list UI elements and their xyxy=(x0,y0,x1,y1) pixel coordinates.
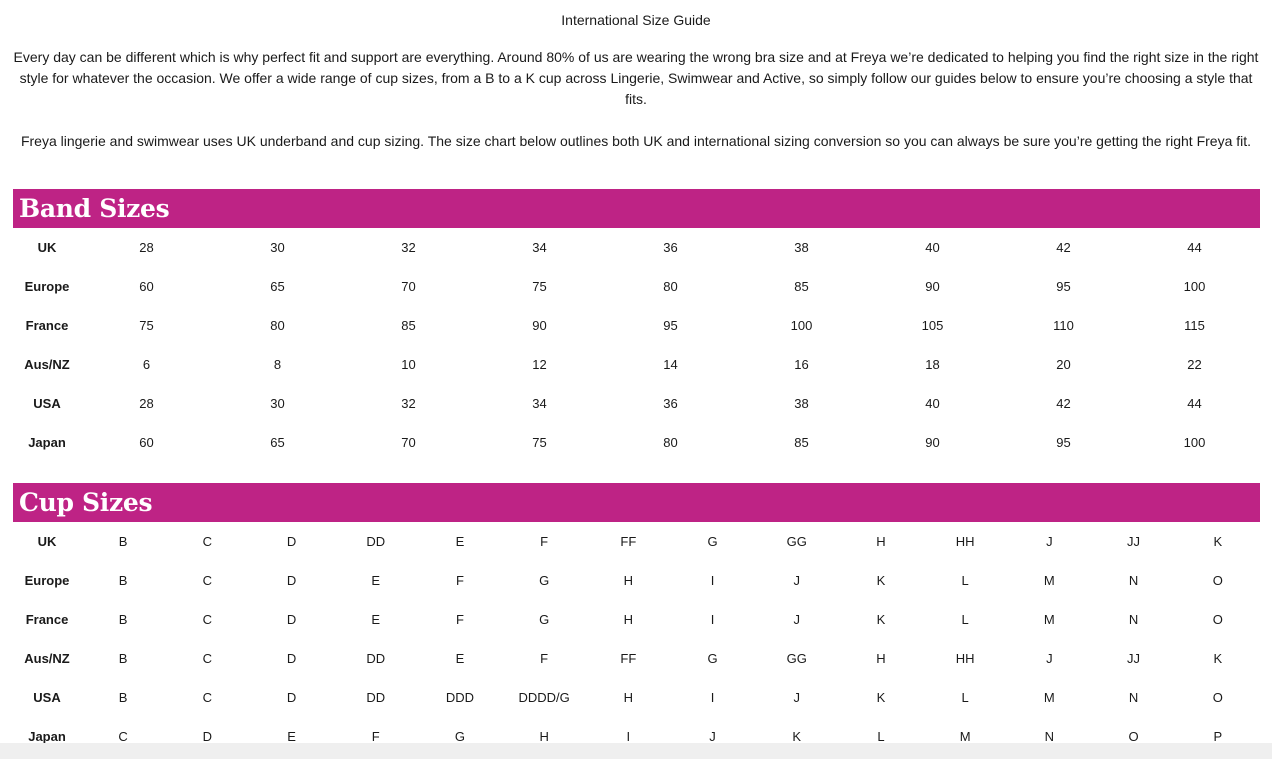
size-cell: D xyxy=(286,689,297,705)
size-cell: D xyxy=(202,728,213,743)
size-cell: 18 xyxy=(925,356,940,372)
size-cell: 28 xyxy=(139,239,154,255)
size-cell: 44 xyxy=(1187,395,1202,411)
size-cell: N xyxy=(1128,572,1139,588)
size-cell: F xyxy=(540,650,549,666)
size-cell: 105 xyxy=(921,317,944,333)
size-cell: L xyxy=(961,611,969,627)
size-cell: C xyxy=(202,572,213,588)
size-cell: E xyxy=(455,650,465,666)
size-cell: L xyxy=(961,572,969,588)
size-cell: K xyxy=(876,572,886,588)
size-cell: M xyxy=(1043,572,1055,588)
size-cell: 16 xyxy=(794,356,809,372)
size-cell: E xyxy=(371,611,381,627)
size-cell: 75 xyxy=(532,278,547,294)
size-cell: DD xyxy=(366,689,386,705)
band-sizes-heading: Band Sizes xyxy=(13,189,1260,228)
size-cell: H xyxy=(623,572,634,588)
size-cell: K xyxy=(1213,650,1223,666)
size-cell: 75 xyxy=(139,317,154,333)
size-cell: 28 xyxy=(139,395,154,411)
size-cell: 36 xyxy=(663,395,678,411)
size-cell: H xyxy=(539,728,549,743)
cup-sizes-table xyxy=(13,522,1260,743)
size-cell: G xyxy=(539,572,550,588)
size-cell: F xyxy=(455,572,464,588)
size-cell: G xyxy=(454,728,465,743)
size-cell: E xyxy=(371,572,381,588)
size-cell: FF xyxy=(620,650,637,666)
page-title: International Size Guide xyxy=(561,12,711,28)
size-cell: D xyxy=(286,533,297,549)
size-cell: 12 xyxy=(532,356,547,372)
size-cell: 80 xyxy=(270,317,285,333)
size-cell: F xyxy=(455,611,464,627)
size-cell: I xyxy=(710,572,715,588)
row-label: USA xyxy=(33,395,61,411)
size-cell: 65 xyxy=(270,434,285,450)
size-cell: DD xyxy=(366,533,386,549)
size-cell: FF xyxy=(620,533,637,549)
size-cell: D xyxy=(286,572,297,588)
table-row xyxy=(13,717,1260,743)
size-cell: N xyxy=(1128,611,1139,627)
table-row xyxy=(13,267,1260,306)
size-cell: B xyxy=(118,611,128,627)
size-cell: L xyxy=(961,689,969,705)
table-row xyxy=(13,306,1260,345)
size-cell: 40 xyxy=(925,239,940,255)
size-cell: 30 xyxy=(270,395,285,411)
size-cell: B xyxy=(118,689,128,705)
size-cell: HH xyxy=(955,533,975,549)
size-cell: C xyxy=(202,689,213,705)
size-cell: 30 xyxy=(270,239,285,255)
table-row xyxy=(13,600,1260,639)
size-cell: 34 xyxy=(532,239,547,255)
size-cell: K xyxy=(876,689,886,705)
size-cell: O xyxy=(1212,689,1223,705)
size-cell: 32 xyxy=(401,395,416,411)
size-cell: J xyxy=(793,689,800,705)
row-label: Japan xyxy=(28,434,66,450)
size-cell: 65 xyxy=(270,278,285,294)
size-cell: DDD xyxy=(445,689,475,705)
table-row xyxy=(13,639,1260,678)
size-cell: K xyxy=(876,611,886,627)
size-cell: M xyxy=(1043,689,1055,705)
row-label: UK xyxy=(37,239,57,255)
size-cell: B xyxy=(118,572,128,588)
intro-paragraph-1: Every day can be different which is why perfect fit and support are everything. Around 80% of us are wearing the wrong bra size and at Freya we’re dedicated to helping you find the right size in the right style for whatever the occasion. We offer a wide range of cup sizes, from a B to a K cup across Lingerie, Swimwear and Active, so simply follow our guides below to ensure you’re choosing a style that fits. xyxy=(13,49,1259,107)
size-cell: 115 xyxy=(1184,317,1205,333)
size-cell: J xyxy=(793,611,800,627)
row-label: Europe xyxy=(24,572,70,588)
intro-paragraph-2: Freya lingerie and swimwear uses UK underband and cup sizing. The size chart below outlines both UK and international sizing conversion so you can always be sure you’re getting the right Freya fit. xyxy=(20,133,1252,149)
size-cell: I xyxy=(710,611,715,627)
size-cell: 110 xyxy=(1053,317,1074,333)
size-cell: I xyxy=(626,728,631,743)
size-cell: 85 xyxy=(794,434,809,450)
size-cell: DDDD/G xyxy=(518,689,570,705)
row-label: USA xyxy=(33,689,61,705)
row-label: Aus/NZ xyxy=(24,650,70,666)
size-cell: N xyxy=(1128,689,1139,705)
size-cell: 14 xyxy=(663,356,678,372)
row-label: Aus/NZ xyxy=(24,356,70,372)
cup-sizes-heading: Cup Sizes xyxy=(13,483,1260,522)
size-cell: C xyxy=(202,611,213,627)
size-cell: E xyxy=(455,533,465,549)
size-cell: L xyxy=(877,728,885,743)
size-cell: 90 xyxy=(925,278,940,294)
size-cell: DD xyxy=(366,650,386,666)
size-cell: D xyxy=(286,611,297,627)
size-cell: O xyxy=(1128,728,1139,743)
size-cell: JJ xyxy=(1127,650,1141,666)
size-cell: B xyxy=(118,533,128,549)
size-cell: 20 xyxy=(1056,356,1071,372)
size-cell: 60 xyxy=(139,434,154,450)
size-cell: J xyxy=(1046,650,1053,666)
size-cell: 85 xyxy=(401,317,416,333)
size-cell: K xyxy=(792,728,802,743)
size-cell: G xyxy=(707,650,718,666)
size-cell: HH xyxy=(955,650,975,666)
page-bottom-bar xyxy=(0,743,1272,759)
table-row xyxy=(13,561,1260,600)
size-cell: GG xyxy=(786,650,807,666)
size-cell: 95 xyxy=(1056,434,1071,450)
row-label: UK xyxy=(37,533,57,549)
size-cell: H xyxy=(623,689,634,705)
size-cell: C xyxy=(118,728,128,743)
size-cell: 8 xyxy=(273,356,282,372)
row-label: France xyxy=(25,611,69,627)
table-row xyxy=(13,228,1260,267)
size-cell: H xyxy=(623,611,634,627)
size-cell: 38 xyxy=(794,395,809,411)
size-cell: D xyxy=(286,650,297,666)
size-cell: 90 xyxy=(925,434,940,450)
size-cell: H xyxy=(876,650,886,666)
size-cell: 42 xyxy=(1056,395,1071,411)
row-label: France xyxy=(25,317,69,333)
size-cell: B xyxy=(118,650,128,666)
size-cell: 70 xyxy=(401,434,416,450)
size-cell: 90 xyxy=(532,317,547,333)
size-cell: 38 xyxy=(794,239,809,255)
size-cell: 80 xyxy=(663,278,678,294)
size-cell: G xyxy=(539,611,550,627)
size-cell: 36 xyxy=(663,239,678,255)
size-cell: J xyxy=(709,728,716,743)
size-cell: J xyxy=(793,572,800,588)
size-cell: I xyxy=(710,689,715,705)
size-cell: 80 xyxy=(663,434,678,450)
size-cell: J xyxy=(1046,533,1053,549)
size-cell: 100 xyxy=(1183,278,1206,294)
table-row xyxy=(13,423,1260,462)
size-cell: 42 xyxy=(1056,239,1071,255)
size-cell: C xyxy=(202,533,213,549)
size-cell: 100 xyxy=(790,317,813,333)
size-cell: 22 xyxy=(1187,356,1202,372)
size-cell: GG xyxy=(786,533,807,549)
size-cell: 75 xyxy=(532,434,547,450)
size-cell: N xyxy=(1044,728,1055,743)
size-cell: G xyxy=(707,533,718,549)
table-row xyxy=(13,384,1260,423)
size-cell: M xyxy=(959,728,971,743)
size-cell: O xyxy=(1212,611,1223,627)
size-cell: M xyxy=(1043,611,1055,627)
row-label: Europe xyxy=(24,278,70,294)
size-cell: O xyxy=(1212,572,1223,588)
size-cell: 95 xyxy=(663,317,678,333)
size-cell: 40 xyxy=(925,395,940,411)
size-cell: 85 xyxy=(794,278,809,294)
size-cell: E xyxy=(287,728,296,743)
table-row xyxy=(13,678,1260,717)
size-cell: 44 xyxy=(1187,239,1202,255)
size-cell: 6 xyxy=(142,356,151,372)
size-cell: 10 xyxy=(401,356,416,372)
size-cell: F xyxy=(540,533,549,549)
row-label: Japan xyxy=(28,728,66,743)
size-cell: 34 xyxy=(532,395,547,411)
size-cell: H xyxy=(876,533,886,549)
table-row xyxy=(13,345,1260,384)
size-cell: 70 xyxy=(401,278,416,294)
size-cell: 60 xyxy=(139,278,154,294)
size-cell: P xyxy=(1213,728,1223,743)
size-cell: C xyxy=(202,650,213,666)
table-row xyxy=(13,522,1260,561)
size-cell: JJ xyxy=(1127,533,1141,549)
size-cell: K xyxy=(1213,533,1223,549)
size-cell: F xyxy=(371,728,380,743)
size-cell: 100 xyxy=(1183,434,1206,450)
band-sizes-table xyxy=(13,228,1260,462)
size-cell: 32 xyxy=(401,239,416,255)
size-cell: 95 xyxy=(1056,278,1071,294)
